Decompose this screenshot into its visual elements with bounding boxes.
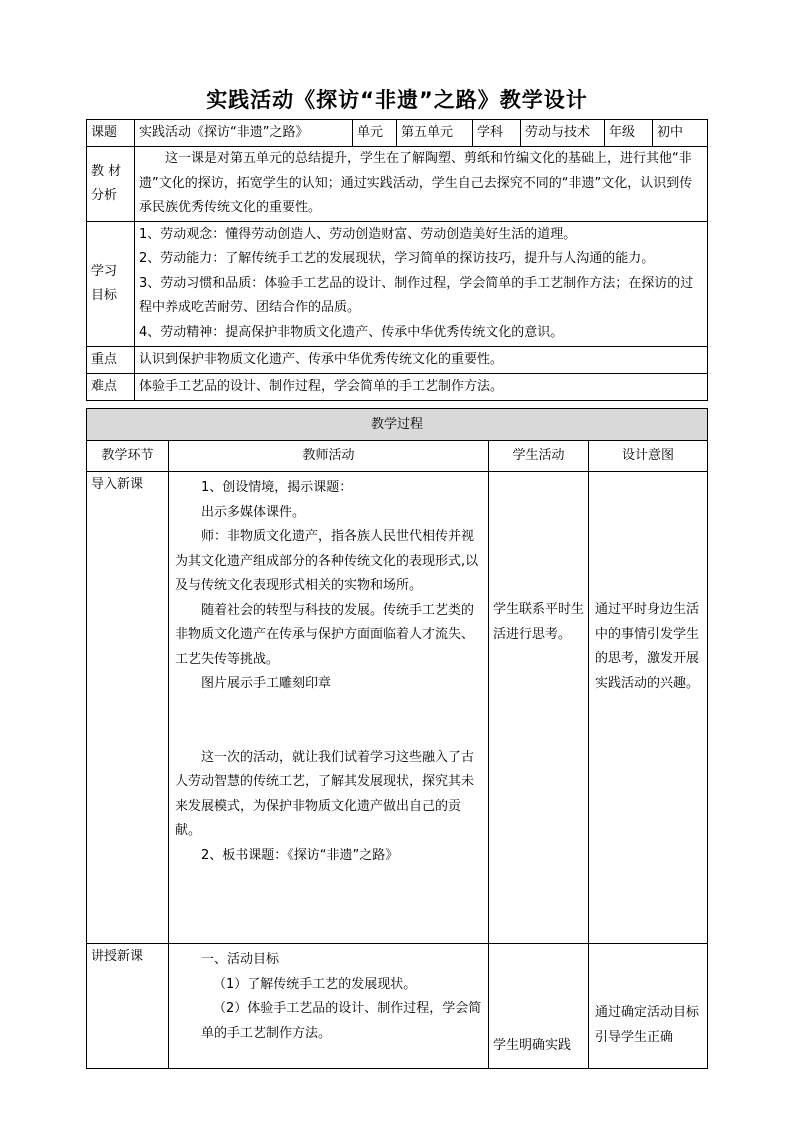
lecture-stage: 讲授新课: [87, 944, 169, 1069]
col-intent: 设计意图: [589, 441, 708, 472]
lecture-intent-cell: [589, 944, 708, 1069]
key-point-row: [87, 347, 708, 374]
analysis-row: [87, 147, 708, 222]
goal-item: 4、劳动精神：提高保护非物质文化遗产、传承中华优秀传统文化的意识。: [139, 324, 564, 340]
analysis-cell: [135, 147, 708, 222]
lecture-teacher-line: （1）了解传统手工艺的发展现状。: [213, 976, 417, 992]
intro-intent-text: 通过平时身边生活中的事情引发学生的思考，激发开展实践活动的兴趣。: [595, 602, 700, 691]
goal-item: 1、劳动观念：懂得劳动创造人、劳动创造财富、劳动创造美好生活的道理。: [139, 226, 577, 242]
intro-teacher-line: 2、板书课题：《探访“非遗”之路》: [201, 847, 399, 863]
goals-row: [87, 222, 708, 347]
key-point-label: 重点: [87, 347, 135, 374]
difficult-point-row: [87, 374, 708, 401]
goals-label: 学习 目标: [87, 222, 135, 347]
intro-student-text: 学生联系平时生活进行思考。: [493, 602, 585, 642]
lecture-student-text: 学生明确实践: [493, 1038, 572, 1053]
difficult-point-label: 难点: [87, 374, 135, 401]
subject-label: 学科: [473, 120, 521, 147]
grade-label: 年级: [605, 120, 653, 147]
goal-item: 2、劳动能力：了解传统手工艺的发展现状，学习简单的探访技巧，提升与人沟通的能力。: [139, 251, 655, 267]
analysis-text: 这一课是对第五单元的总结提升，学生在了解陶塑、剪纸和竹编文化的基础上，进行其他“非遗”文化的探访，拓宽学生的认知；通过实践活动，学生自己去探究不同的“非遗”文化，认识到传承民族优秀传统文化的重要性。: [139, 151, 693, 216]
intro-intent-cell: [589, 472, 708, 944]
intro-teacher-line: 图片展示手工雕刻印章: [201, 676, 332, 691]
lecture-teacher-line: 一、活动目标: [201, 952, 280, 967]
teaching-process-table: [86, 408, 708, 1069]
lecture-student-cell: [489, 944, 589, 1069]
col-student: 学生活动: [489, 441, 589, 472]
col-teacher: 教师活动: [169, 441, 489, 472]
grade-value: 初中: [653, 120, 708, 147]
lecture-teacher-cell: [169, 944, 489, 1069]
intro-teacher-line: 1、创设情境，揭示课题：: [201, 480, 353, 495]
unit-label: 单元: [353, 120, 397, 147]
intro-student-cell: [489, 472, 589, 944]
intro-teacher-line: 随着社会的转型与科技的发展。传统手工艺类的非物质文化遗产在传承与保护方面面临着人才流失、工艺失传等挑战。: [175, 602, 475, 667]
intro-teacher-cell: [169, 472, 489, 944]
process-header-row: [87, 409, 708, 441]
col-stage: 教学环节: [87, 441, 169, 472]
intro-teacher-line: 这一次的活动，就让我们试着学习这些融入了古人劳动智慧的传统工艺，了解其发展现状，探究其未来发展模式，为保护非物质文化遗产做出自己的贡献。: [175, 749, 475, 838]
process-columns-row: [87, 441, 708, 472]
goal-item: 3、劳动习惯和品质：体验手工艺品的设计、制作过程，学会简单的手工艺制作方法；在探访的过程中养成吃苦耐劳、团结合作的品质。: [139, 275, 694, 316]
difficult-point-text: 体验手工艺品的设计、制作过程，学会简单的手工艺制作方法。: [135, 374, 708, 401]
document-title: 实践活动《探访“非遗”之路》教学设计: [206, 88, 588, 112]
intro-teacher-line: 出示多媒体课件。: [201, 504, 306, 520]
lesson-info-table: [86, 119, 708, 401]
subject-value: 劳动与技术: [521, 120, 605, 147]
goals-cell: [135, 222, 708, 347]
unit-value: 第五单元: [397, 120, 473, 147]
topic-value: 实践活动《探访“非遗”之路》: [135, 120, 353, 147]
intro-teacher-line: 师：非物质文化遗产，指各族人民世代相传并视为其文化遗产组成部分的各种传统文化的表现形式,以及与传统文化表现形式相关的实物和场所。: [175, 529, 479, 593]
topic-row: [87, 120, 708, 147]
analysis-label: 教 材 分析: [87, 147, 135, 222]
intro-stage: 导入新课: [87, 472, 169, 944]
lecture-row: [87, 944, 708, 1069]
intro-row: [87, 472, 708, 944]
process-header: 教学过程: [87, 409, 708, 441]
key-point-text: 认识到保护非物质文化遗产、传承中华优秀传统文化的重要性。: [135, 347, 708, 374]
blank-space: [175, 697, 482, 746]
lecture-intent-text: 通过确定活动目标引导学生正确: [595, 1005, 700, 1045]
lecture-teacher-line: （2）体验手工艺品的设计、制作过程，学会简单的手工艺制作方法。: [201, 1001, 482, 1041]
topic-label: 课题: [87, 120, 135, 147]
